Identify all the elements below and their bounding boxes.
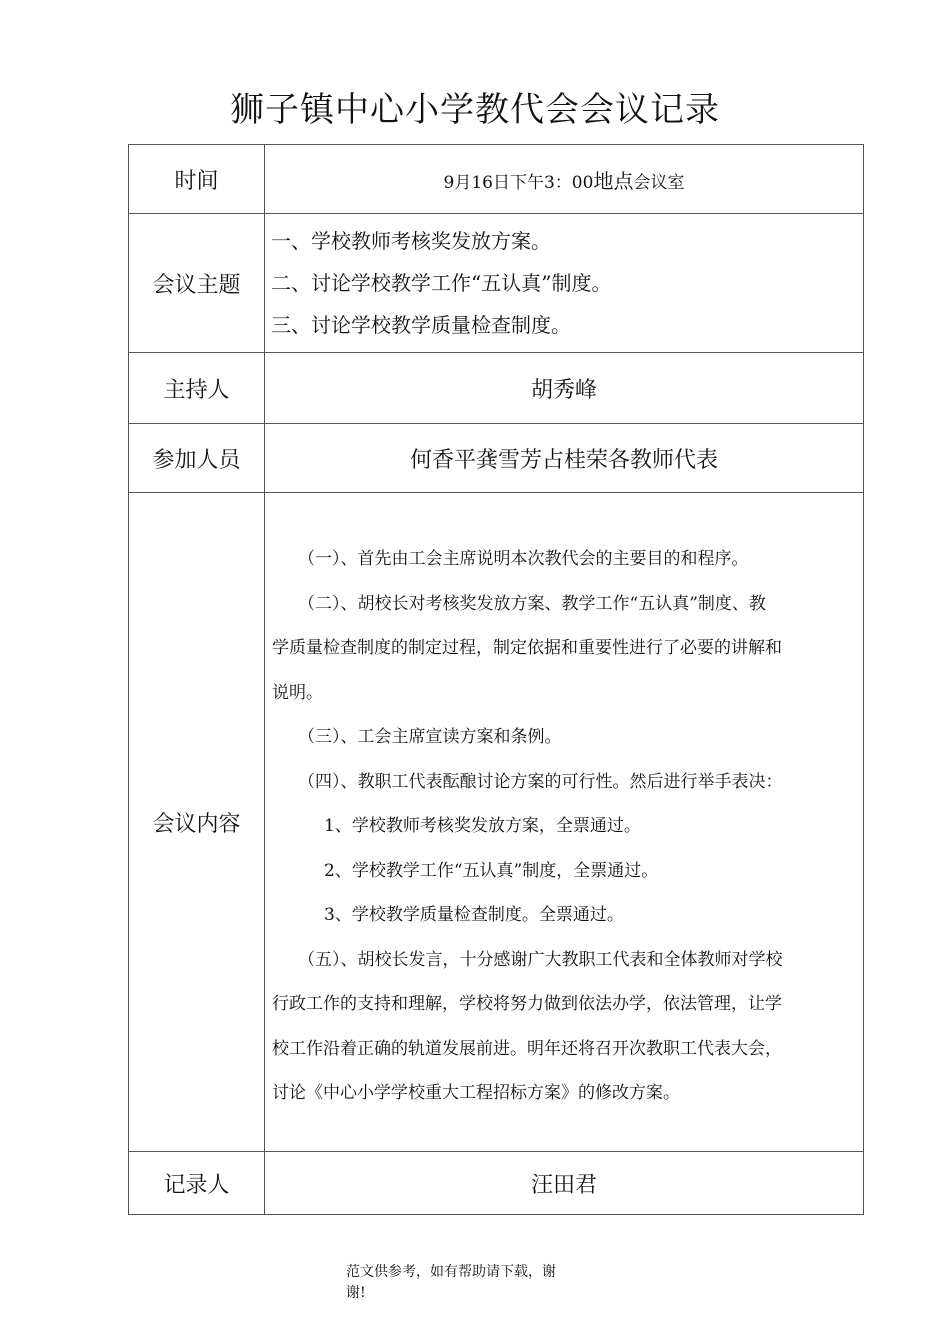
- value-content: [265, 493, 864, 1152]
- content-line: （二）、胡校长对考核奖发放方案、教学工作“五认真”制度、教: [298, 593, 766, 614]
- content-line: 3、学校教学质量检查制度。全票通过。: [324, 905, 624, 925]
- label-topic: 会议主题: [129, 214, 265, 353]
- value-topic: [265, 214, 864, 353]
- content-line: （五）、胡校长发言，十分感谢广大教职工代表和全体教师对学校: [298, 949, 783, 970]
- footer-note: [346, 1262, 596, 1304]
- content-line: 学质量检查制度的制定过程，制定依据和重要性进行了必要的讲解和: [272, 638, 782, 658]
- row-attendees: [129, 424, 864, 493]
- content-line: 2、学校教学工作“五认真”制度，全票通过。: [324, 860, 659, 881]
- content-line: （四）、教职工代表酝酿讨论方案的可行性。然后进行举手表决：: [298, 771, 783, 792]
- label-attendees: 参加人员: [129, 424, 265, 493]
- content-line: （一）、首先由工会主席说明本次教代会的主要目的和程序。: [298, 549, 749, 569]
- value-time: [265, 145, 864, 214]
- footer-line-2: 谢!: [346, 1285, 366, 1301]
- row-topic: [129, 214, 864, 353]
- place-label: 地点: [593, 168, 634, 193]
- content-line: 行政工作的支持和理解，学校将努力做到依法办学，依法管理，让学: [272, 994, 782, 1014]
- content-line: 1、学校教师考核奖发放方案，全票通过。: [324, 816, 641, 836]
- row-recorder: [129, 1152, 864, 1215]
- content-line: 校工作沿着正确的轨道发展前进。明年还将召开次教职工代表大会，: [272, 1038, 782, 1059]
- topic-item-1: 一、学校教师考核奖发放方案。: [271, 229, 551, 253]
- label-host: 主持人: [129, 353, 265, 424]
- label-content: 会议内容: [129, 493, 265, 1152]
- row-host: [129, 353, 864, 424]
- content-line: 说明。: [272, 682, 323, 703]
- value-host: 胡秀峰: [265, 353, 864, 424]
- row-content: [129, 493, 864, 1152]
- topic-item-2: 二、讨论学校教学工作“五认真”制度。: [271, 271, 612, 295]
- value-recorder: 汪田君: [265, 1152, 864, 1215]
- footer-line-1: 范文供参考，如有帮助请下载，谢: [346, 1264, 556, 1280]
- time-text: 9月16日下午3：00: [443, 172, 594, 193]
- topic-item-3: 三、讨论学校教学质量检查制度。: [271, 313, 571, 337]
- document-title: 狮子镇中心小学教代会会议记录: [230, 90, 720, 130]
- place-text: 会议室: [633, 172, 685, 193]
- content-line: （三）、工会主席宣读方案和条例。: [298, 727, 562, 747]
- content-line: 讨论《中心小学学校重大工程招标方案》的修改方案。: [272, 1083, 680, 1103]
- row-time: [129, 145, 864, 214]
- value-attendees: 何香平龚雪芳占桂荣各教师代表: [265, 424, 864, 493]
- label-time: 时间: [129, 145, 265, 214]
- meeting-record-table: [128, 144, 864, 1215]
- label-recorder: 记录人: [129, 1152, 265, 1215]
